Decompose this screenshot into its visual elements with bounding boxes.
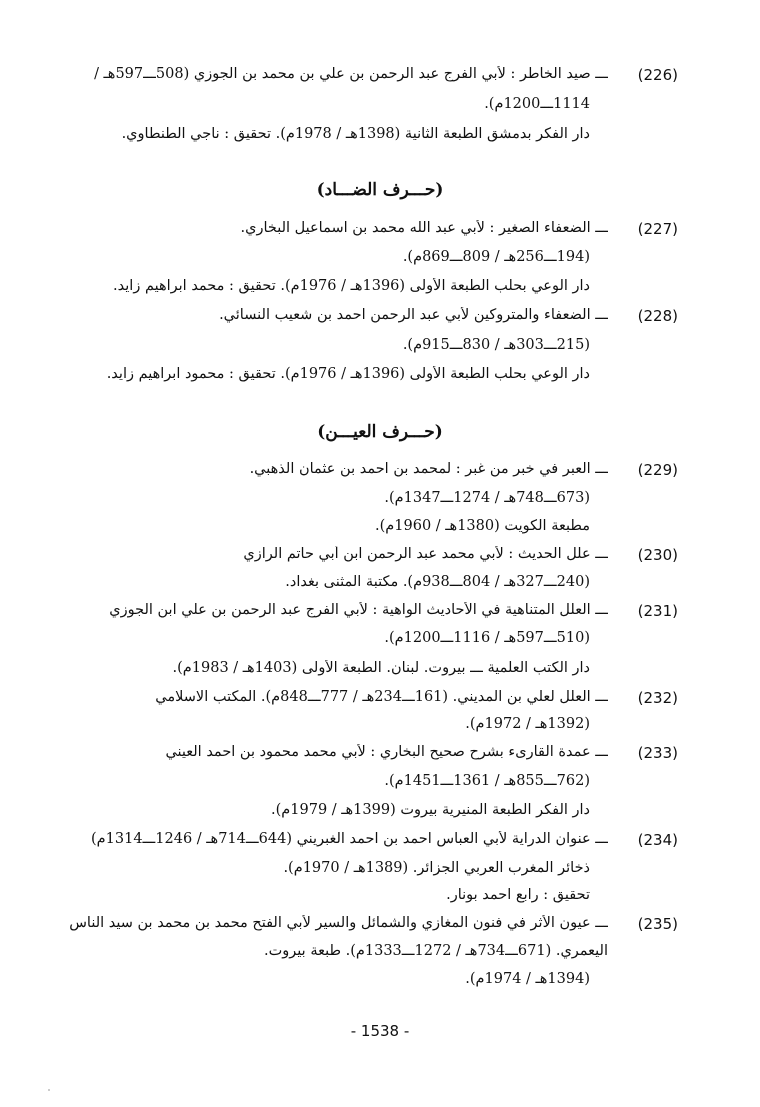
entry-number: (227) (637, 220, 678, 238)
section-heading-dad: (حـــرف الضـــاد) (316, 180, 444, 200)
entry-line: ـــ الضعفاء والمتروكين لأبي عبد الرحمن احمد بن شعيب النسائي. (219, 307, 608, 323)
entry-line: (215ـــ303هـ / 830ـــ915م). (402, 337, 590, 353)
entry-line: (510ـــ597هـ / 1116ـــ1200م). (384, 630, 590, 646)
entry-line: ذخائر المغرب العربي الجزائر. (1389هـ / 1970م). (283, 860, 590, 876)
entry-line: 1114ـــ1200م). (484, 96, 590, 112)
section-heading-ain: (حـــرف العيـــن) (317, 422, 443, 442)
entry-line: (1394هـ / 1974م). (465, 971, 590, 987)
entry-line: (194ـــ256هـ / 809ـــ869م). (402, 249, 590, 265)
entry-line: ـــ صيد الخاطر : لأبي الفرج عبد الرحمن بن علي بن محمد بن الجوزي (508ـــ597هـ / (94, 66, 608, 82)
entry-line: دار الوعي بحلب الطبعة الأولى (1396هـ / 1976م). تحقيق : محمود ابراهيم زايد. (106, 366, 590, 382)
entry-number: (229) (637, 461, 678, 479)
entry-number: (232) (637, 689, 678, 707)
entry-number: (234) (637, 831, 678, 849)
entry-line: (762ـــ855هـ / 1361ـــ1451م). (384, 773, 590, 789)
entry-line: ـــ الضعفاء الصغير : لأبي عبد الله محمد بن اسماعيل البخاري. (240, 220, 608, 236)
entry-line: (673ـــ748هـ / 1274ـــ1347م). (384, 490, 590, 506)
page-number: - 1538 - (350, 1022, 410, 1040)
entry-line: دار الكتب العلمية ـــ بيروت. لبنان. الطبعة الأولى (1403هـ / 1983م). (172, 660, 590, 676)
entry-line: تحقيق : رابع احمد بونار. (446, 887, 590, 903)
entry-number: (231) (637, 602, 678, 620)
entry-line: ـــ عنوان الدراية لأبي العباس احمد بن احمد الغبريني (644ـــ714هـ / 1246ـــ1314م) (91, 831, 608, 847)
entry-line: ـــ العبر في خبر من غبر : لمحمد بن احمد بن عثمان الذهبي. (249, 461, 608, 477)
entry-number: (228) (637, 307, 678, 325)
entry-line: اليعمري. (671ـــ734هـ / 1272ـــ1333م). طبعة بيروت. (264, 943, 608, 959)
entry-number: (233) (637, 744, 678, 762)
entry-line: مطبعة الكويت (1380هـ / 1960م). (375, 518, 590, 534)
entry-line: ـــ العلل لعلي بن المديني. (161ـــ234هـ / 777ـــ848م). المكتب الاسلامي (155, 689, 608, 705)
entry-line: ـــ عيون الأثر في فنون المغازي والشمائل والسير لأبي الفتح محمد بن محمد بن سيد الناس (69, 915, 608, 931)
entry-line: (240ـــ327هـ / 804ـــ938م). مكتبة المثنى بغداد. (285, 574, 590, 590)
entry-line: ـــ علل الحديث : لأبي محمد عبد الرحمن ابن أبي حاتم الرازي (243, 546, 608, 562)
entry-number: (235) (637, 915, 678, 933)
entry-line: دار الفكر بدمشق الطبعة الثانية (1398هـ / 1978م). تحقيق : ناجي الطنطاوي. (121, 126, 590, 142)
entry-line: ـــ العلل المتناهية في الأحاديث الواهية : لأبي الفرج عبد الرحمن بن علي ابن الجوزي (109, 602, 608, 618)
entry-line: دار الفكر الطبعة المنيرية بيروت (1399هـ / 1979م). (271, 802, 590, 818)
entry-line: ـــ عمدة القارىء بشرح صحيح البخاري : لأبي محمد محمود بن احمد العيني (165, 744, 608, 760)
entry-number: (230) (637, 546, 678, 564)
entry-line: دار الوعي بحلب الطبعة الأولى (1396هـ / 1976م). تحقيق : محمد ابراهيم زايد. (113, 278, 590, 294)
scan-speck (48, 1089, 50, 1091)
entry-number: (226) (637, 66, 678, 84)
entry-line: (1392هـ / 1972م). (465, 716, 590, 732)
